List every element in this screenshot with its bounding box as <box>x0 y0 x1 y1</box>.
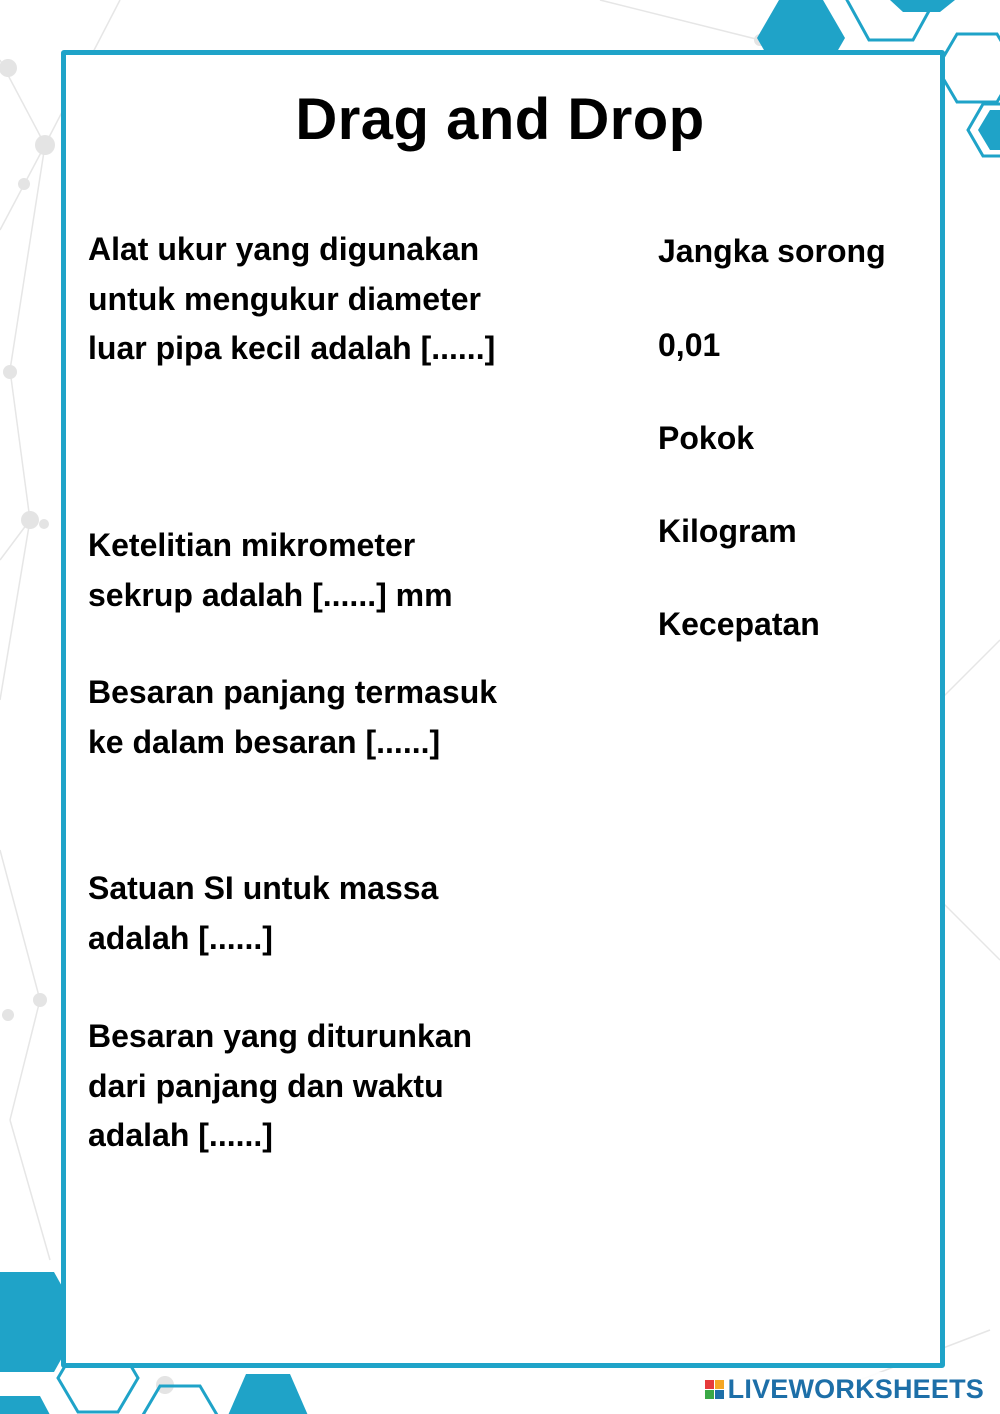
question-5: Besaran yang diturunkan dari panjang dan waktu adalah [......] <box>88 1018 473 1153</box>
answer-option-kilogram[interactable]: Kilogram <box>658 513 797 549</box>
brand-name: LIVEWORKSHEETS <box>727 1373 984 1404</box>
answer-option-jangka-sorong[interactable]: Jangka sorong <box>658 233 886 269</box>
question-1: Alat ukur yang digunakan untuk mengukur diameter luar pipa kecil adalah [......] <box>88 231 496 366</box>
hexagon-filled-bottom-left-3 <box>0 1396 58 1414</box>
answer-option-kecepatan[interactable]: Kecepatan <box>658 606 820 642</box>
question-4: Satuan SI untuk massa adalah [......] <box>88 870 439 956</box>
question-3: Besaran panjang termasuk ke dalam besaran [......] <box>88 674 498 760</box>
page-title: Drag and Drop <box>295 87 705 152</box>
answer-option-pokok[interactable]: Pokok <box>658 420 755 456</box>
answer-option-0-01[interactable]: 0,01 <box>658 327 721 363</box>
question-2: Ketelitian mikrometer sekrup adalah [......] mm <box>88 527 453 613</box>
liveworksheets-logo-icon <box>705 1380 724 1399</box>
hexagon-filled-corner <box>890 0 955 12</box>
liveworksheets-brand <box>701 1372 988 1406</box>
hexagon-filled-bottom-left-2 <box>226 1374 310 1414</box>
hexagon-outline-bottom-left-2 <box>140 1386 220 1414</box>
